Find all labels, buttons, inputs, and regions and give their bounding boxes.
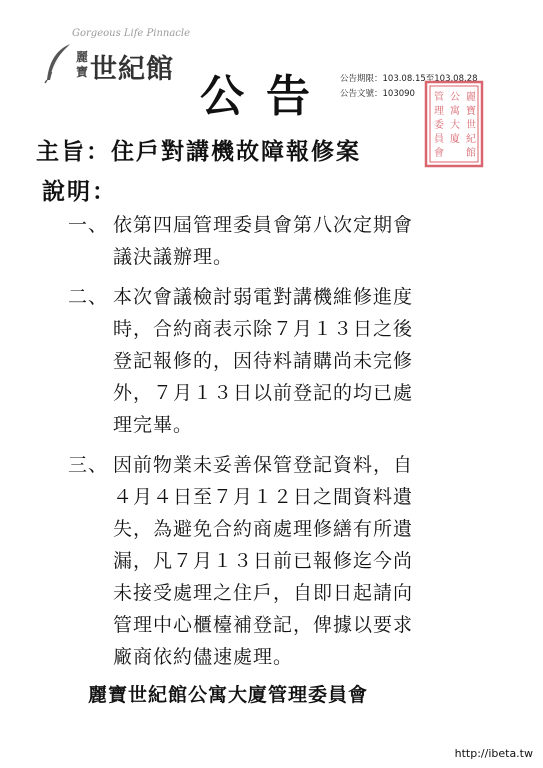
issuer-signature: 麗寶世紀館公寓大廈管理委員會	[88, 684, 369, 706]
list-item	[68, 449, 488, 673]
svg-text:會: 會	[434, 148, 444, 159]
svg-text:館: 館	[466, 148, 476, 159]
svg-text:公: 公	[450, 92, 460, 103]
svg-text:世: 世	[466, 120, 476, 131]
watermark-url: http://ibeta.tw	[454, 747, 533, 760]
item-line: 登記報修的，因待料請購尚未完修	[113, 350, 414, 372]
item-line: 依第四屆管理委員會第八次定期會	[113, 214, 414, 236]
notice-period: 公告期限：103.08.15至103.08.28	[340, 74, 478, 84]
svg-text:理: 理	[434, 106, 444, 117]
item-line: 因前物業未妥善保管登記資料，自	[113, 454, 414, 476]
item-line: 本次會議檢討弱電對講機維修進度	[113, 286, 414, 308]
item-line: 議決議辦理。	[113, 246, 234, 268]
item-line: 未接受處理之住戶，自即日起請向	[113, 582, 414, 604]
item-number: 三、	[68, 454, 109, 476]
logo	[44, 28, 191, 90]
item-line: ４月４日至７月１２日之間資料遺	[113, 486, 414, 508]
list-item	[68, 281, 488, 441]
page-title: 公告	[200, 71, 332, 122]
item-line: 漏，凡７月１３日前已報修迄今尚	[113, 550, 414, 572]
logo-script-text: Gorgeous Life Pinnacle	[72, 28, 191, 39]
svg-text:委: 委	[434, 120, 444, 131]
logo-small-text: 麗寶	[76, 50, 89, 79]
svg-text:大: 大	[450, 120, 460, 131]
item-number: 一、	[68, 214, 109, 236]
item-line: 外，７月１３日以前登記的均已處	[113, 382, 414, 404]
item-number: 二、	[68, 286, 109, 308]
logo-big-text: 世紀館	[90, 54, 174, 85]
item-line: 時，合約商表示除７月１３日之後	[113, 318, 414, 340]
svg-text:寶: 寶	[466, 106, 476, 117]
list-item	[68, 209, 488, 273]
svg-text:紀: 紀	[466, 134, 476, 145]
notice-subject: 主旨：住戶對講機故障報修案	[36, 139, 361, 165]
official-seal-stamp	[424, 80, 484, 168]
feather-icon	[44, 42, 74, 84]
notice-doc-number: 公告文號：103090	[340, 89, 415, 99]
item-line: 管理中心櫃檯補登記，俾據以要求	[113, 614, 414, 636]
item-line: 理完畢。	[113, 414, 194, 436]
item-line: 廠商依約儘速處理。	[113, 646, 294, 668]
explanation-label: 說明：	[42, 179, 117, 205]
svg-text:管: 管	[434, 92, 444, 103]
item-line: 失，為避免合約商處理修繕有所遺	[113, 518, 414, 540]
svg-text:廈: 廈	[450, 134, 460, 145]
svg-text:員: 員	[434, 134, 444, 145]
svg-text:麗: 麗	[466, 92, 476, 103]
svg-text:寓: 寓	[450, 106, 460, 117]
